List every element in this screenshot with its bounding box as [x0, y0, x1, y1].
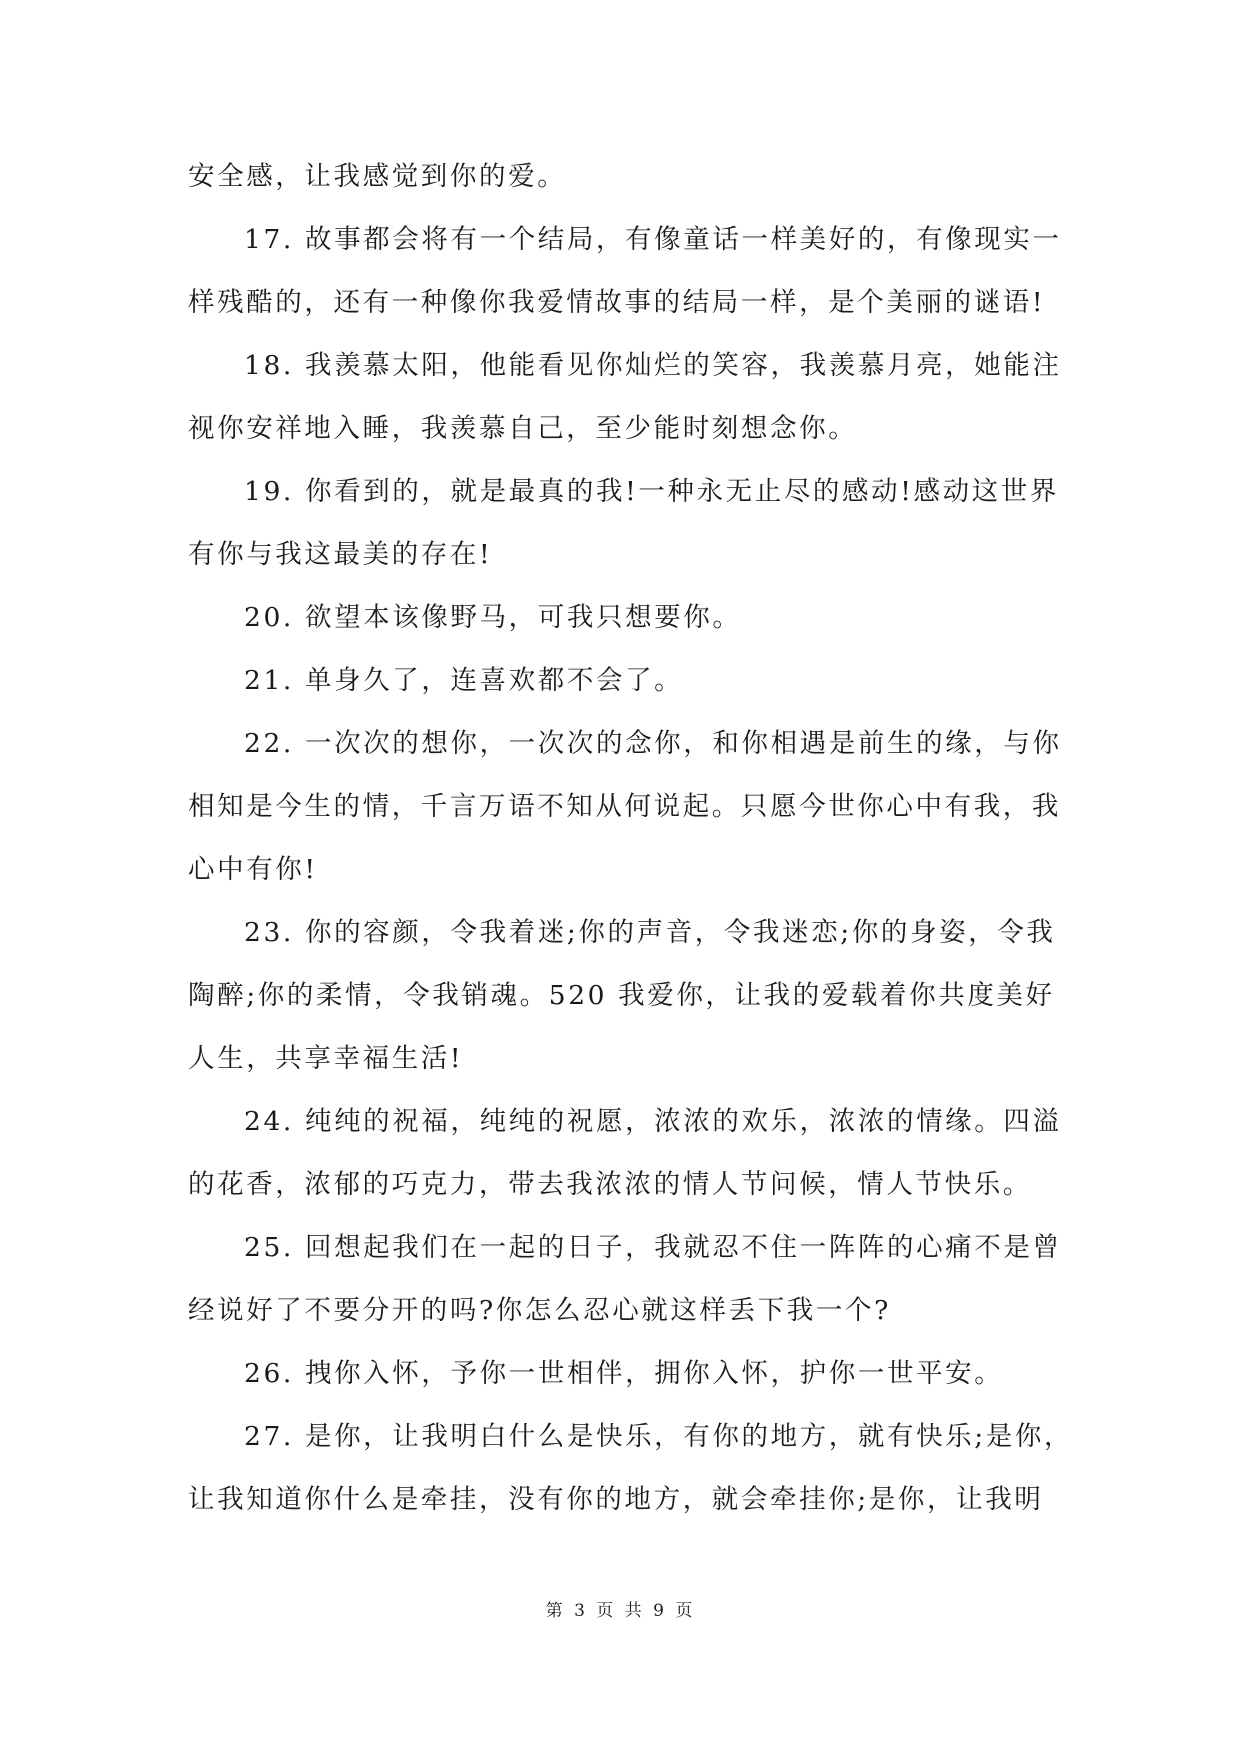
text-line: 经说好了不要分开的吗?你怎么忍心就这样丢下我一个?: [188, 1295, 891, 1326]
document-body: [188, 145, 1074, 1531]
text-line: 陶醉;你的柔情，令我销魂。520 我爱你，让我的爱载着你共度美好: [188, 980, 1055, 1011]
text-line: 安全感，让我感觉到你的爱。: [188, 161, 567, 192]
text-line: 人生，共享幸福生活!: [188, 1043, 464, 1074]
text-line: 让我知道你什么是牵挂，没有你的地方，就会牵挂你;是你，让我明: [188, 1484, 1044, 1515]
text-line: 24. 纯纯的祝福，纯纯的祝愿，浓浓的欢乐，浓浓的情缘。四溢: [244, 1106, 1062, 1137]
text-line: 21. 单身久了，连喜欢都不会了。: [244, 665, 684, 696]
text-line: 18. 我羡慕太阳，他能看见你灿烂的笑容，我羡慕月亮，她能注: [244, 350, 1062, 381]
text-line: 26. 拽你入怀，予你一世相伴，拥你入怀，护你一世平安。: [244, 1358, 1004, 1389]
text-line: 视你安祥地入睡，我羡慕自己，至少能时刻想念你。: [188, 413, 858, 444]
page-number-footer: 第 3 页 共 9 页: [545, 1601, 696, 1621]
text-line: 的花香，浓郁的巧克力，带去我浓浓的情人节问候，情人节快乐。: [188, 1169, 1032, 1200]
text-line: 23. 你的容颜，令我着迷;你的声音，令我迷恋;你的身姿，令我: [244, 917, 1056, 948]
text-line: 19. 你看到的，就是最真的我!一种永无止尽的感动!感动这世界: [244, 476, 1059, 507]
text-line: 相知是今生的情，千言万语不知从何说起。只愿今世你心中有我，我: [188, 791, 1061, 822]
text-line: 27. 是你，让我明白什么是快乐，有你的地方，就有快乐;是你，: [244, 1421, 1074, 1452]
text-line: 心中有你!: [188, 854, 318, 885]
text-line: 22. 一次次的想你，一次次的念你，和你相遇是前生的缘，与你: [244, 728, 1062, 759]
text-line: 25. 回想起我们在一起的日子，我就忍不住一阵阵的心痛不是曾: [244, 1232, 1062, 1263]
text-line: 17. 故事都会将有一个结局，有像童话一样美好的，有像现实一: [244, 224, 1062, 255]
text-line: 20. 欲望本该像野马，可我只想要你。: [244, 602, 742, 633]
text-line: 有你与我这最美的存在!: [188, 539, 493, 570]
text-line: 样残酷的，还有一种像你我爱情故事的结局一样，是个美丽的谜语!: [188, 287, 1046, 318]
